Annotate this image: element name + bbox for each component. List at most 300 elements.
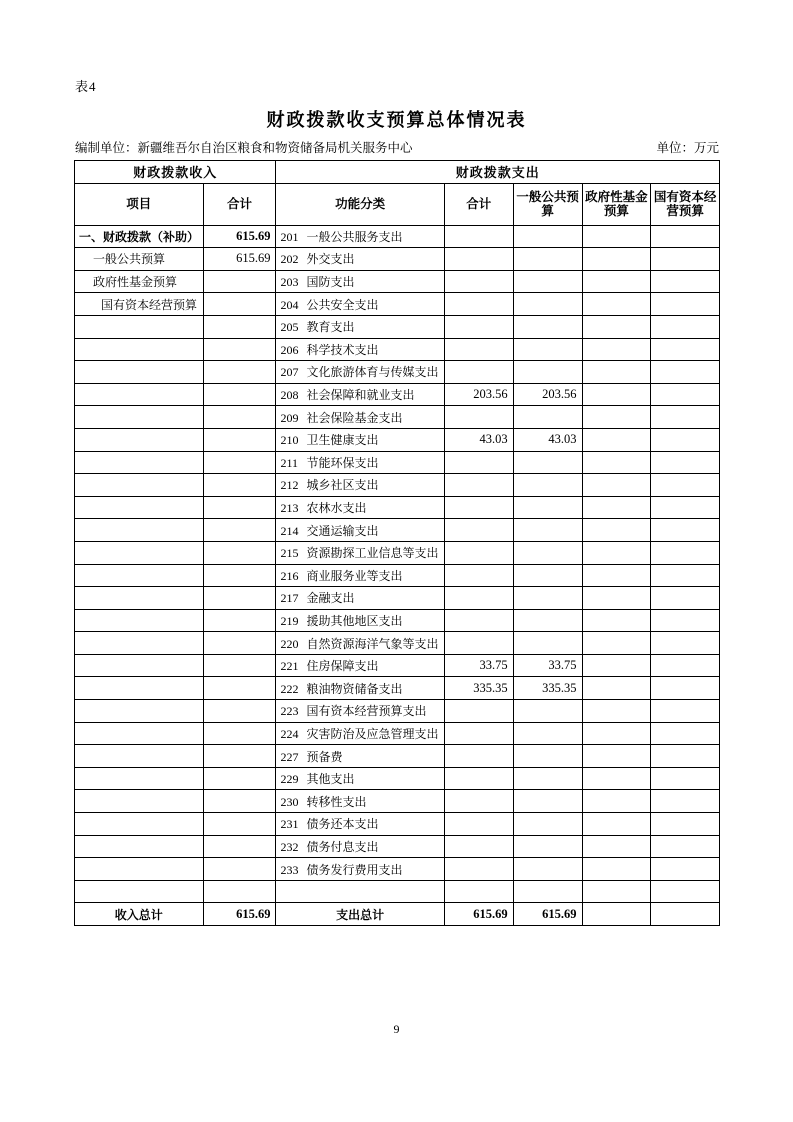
- col-header-soe-capital: 国有资本经营预算: [651, 183, 720, 225]
- function-label: [276, 363, 443, 380]
- function-cell: [276, 880, 444, 903]
- gov-fund-cell: [582, 835, 651, 858]
- soe-capital-cell: [651, 880, 720, 903]
- gov-fund-cell: [582, 632, 651, 655]
- function-label: [276, 454, 443, 471]
- general-public-cell: [513, 564, 582, 587]
- gov-fund-cell: [582, 496, 651, 519]
- general-public-cell: [513, 609, 582, 632]
- function-cell: [276, 361, 444, 384]
- table-row: [75, 361, 720, 384]
- income-item-cell: [75, 722, 204, 745]
- function-label: [276, 522, 443, 539]
- soe-capital-cell: [651, 587, 720, 610]
- function-code: 213: [280, 501, 299, 516]
- soe-capital-cell: [651, 858, 720, 881]
- function-code: 210: [280, 433, 299, 448]
- expense-total-cell: [444, 248, 513, 271]
- income-item-label: [75, 342, 203, 357]
- income-total-cell: [203, 587, 276, 610]
- function-code: 220: [280, 636, 299, 651]
- gov-fund-cell: [582, 790, 651, 813]
- gov-fund-cell: [582, 700, 651, 723]
- function-label: [276, 409, 443, 426]
- soe-capital-cell: [651, 745, 720, 768]
- general-public-cell: [513, 338, 582, 361]
- income-item-cell: [75, 248, 204, 271]
- expense-total-value: 203.56: [473, 387, 508, 402]
- function-code: 212: [280, 478, 299, 493]
- function-label: [276, 431, 443, 448]
- income-total-cell: [203, 632, 276, 655]
- function-label: [276, 748, 443, 765]
- function-label: [276, 567, 443, 584]
- table-row: [75, 677, 720, 700]
- expense-total-label: 支出总计: [336, 907, 385, 922]
- general-public-cell: [513, 496, 582, 519]
- income-item-cell: [75, 519, 204, 542]
- function-name: 文化旅游体育与传媒支出: [306, 365, 439, 380]
- expense-total-cell: [444, 541, 513, 564]
- function-name: 国有资本经营预算支出: [306, 704, 427, 719]
- function-cell: [276, 858, 444, 881]
- function-cell: [276, 654, 444, 677]
- general-public-cell: [513, 767, 582, 790]
- function-code: 214: [280, 523, 299, 538]
- gov-fund-cell: [582, 406, 651, 429]
- function-name: 灾害防治及应急管理支出: [306, 726, 439, 741]
- income-item-cell: [75, 225, 204, 248]
- income-item-label: 一般公共预算: [93, 252, 166, 267]
- general-public-cell: [513, 270, 582, 293]
- general-public-cell: [513, 790, 582, 813]
- table-row: [75, 406, 720, 429]
- soe-capital-cell: [651, 293, 720, 316]
- expense-total-cell: [444, 587, 513, 610]
- function-name: 卫生健康支出: [306, 433, 379, 448]
- soe-capital-cell: [651, 361, 720, 384]
- income-item-cell: [75, 428, 204, 451]
- expense-total-cell: [444, 293, 513, 316]
- expense-total-cell: [444, 609, 513, 632]
- function-code: 222: [280, 681, 299, 696]
- soe-capital-cell: [651, 315, 720, 338]
- income-item-cell: [75, 541, 204, 564]
- expense-total-cell: [444, 474, 513, 497]
- function-label: [276, 544, 443, 561]
- function-cell: [276, 315, 444, 338]
- table-row: [75, 813, 720, 836]
- income-total-cell: [203, 858, 276, 881]
- table-row: [75, 609, 720, 632]
- function-label: [276, 838, 443, 855]
- function-label: [276, 476, 443, 493]
- table-row: [75, 383, 720, 406]
- gov-fund-cell: [582, 428, 651, 451]
- gov-fund-cell: [582, 745, 651, 768]
- gov-fund-cell: [582, 361, 651, 384]
- expense-total-cell: [444, 496, 513, 519]
- function-label: [276, 273, 443, 290]
- income-total-value: [204, 726, 276, 741]
- general-public-cell: [513, 632, 582, 655]
- income-total-value: [204, 613, 276, 628]
- soe-capital-cell: [651, 813, 720, 836]
- function-label: [276, 341, 443, 358]
- function-name: 城乡社区支出: [306, 478, 379, 493]
- income-item-cell: [75, 835, 204, 858]
- function-name: 债务还本支出: [306, 817, 379, 832]
- soe-capital-cell: [651, 338, 720, 361]
- table-row: [75, 745, 720, 768]
- income-total-cell: [203, 293, 276, 316]
- income-total-cell: [203, 880, 276, 903]
- soe-capital-cell: [651, 722, 720, 745]
- income-item-label: [75, 749, 203, 764]
- function-cell: [276, 677, 444, 700]
- table-row: [75, 632, 720, 655]
- income-item-label: [75, 364, 203, 379]
- function-name: 商业服务业等支出: [306, 568, 403, 583]
- function-code: 219: [280, 613, 299, 628]
- income-item-cell: [75, 587, 204, 610]
- income-total-value: [204, 500, 276, 515]
- income-total-value: [204, 749, 276, 764]
- budget-table: [74, 160, 720, 926]
- income-item-cell: [75, 451, 204, 474]
- income-item-label: [75, 477, 203, 492]
- expense-total-cell: [444, 428, 513, 451]
- income-total-label: 收入总计: [114, 907, 163, 922]
- income-item-label: 政府性基金预算: [93, 275, 178, 290]
- soe-capital-cell: [651, 790, 720, 813]
- general-public-total-value: 615.69: [542, 906, 577, 921]
- income-item-cell: [75, 293, 204, 316]
- unit-label: 单位：万元: [656, 141, 719, 155]
- table-row: [75, 225, 720, 248]
- table-body: [75, 161, 720, 926]
- income-item-cell: [75, 406, 204, 429]
- income-total-cell: [203, 315, 276, 338]
- function-cell: [276, 587, 444, 610]
- table-row: [75, 338, 720, 361]
- function-label: [276, 635, 443, 652]
- income-item-label: [75, 862, 203, 877]
- general-public-value: 203.56: [542, 387, 577, 402]
- income-item-cell: [75, 813, 204, 836]
- general-public-cell: [513, 406, 582, 429]
- income-total-value: [204, 816, 276, 831]
- income-total-value: [204, 884, 276, 899]
- function-cell: [276, 813, 444, 836]
- function-name: 债务付息支出: [306, 839, 379, 854]
- gov-fund-cell: [582, 338, 651, 361]
- general-public-cell: [513, 383, 582, 406]
- function-name: 国防支出: [306, 275, 355, 290]
- income-item-cell: [75, 270, 204, 293]
- income-total-cell: [203, 451, 276, 474]
- gov-fund-cell: [582, 225, 651, 248]
- function-cell: [276, 790, 444, 813]
- general-public-cell: [513, 474, 582, 497]
- function-code: 230: [280, 794, 299, 809]
- function-name: 教育支出: [306, 320, 355, 335]
- col-header-general-public: 一般公共预算: [513, 183, 582, 225]
- table-row: [75, 519, 720, 542]
- general-public-cell: [513, 541, 582, 564]
- income-total-value: [204, 342, 276, 357]
- table-label: 表4: [75, 79, 97, 94]
- soe-capital-cell: [651, 564, 720, 587]
- soe-capital-cell: [651, 700, 720, 723]
- table-row: [75, 428, 720, 451]
- table-row: [75, 767, 720, 790]
- prepared-by: [75, 138, 413, 156]
- income-total-cell: [203, 722, 276, 745]
- income-total-cell: [203, 383, 276, 406]
- income-item-label: [75, 319, 203, 334]
- soe-capital-cell: [651, 541, 720, 564]
- function-code: 223: [280, 704, 299, 719]
- function-cell: [276, 406, 444, 429]
- gov-fund-cell: [582, 677, 651, 700]
- income-item-label: [75, 771, 203, 786]
- group-header-expenditure: 财政拨款支出: [276, 161, 720, 184]
- function-label: [276, 657, 443, 674]
- gov-fund-cell: [582, 587, 651, 610]
- expense-total-cell: [444, 406, 513, 429]
- income-grand-total-cell: [203, 903, 276, 926]
- function-cell: [276, 248, 444, 271]
- function-code: 229: [280, 772, 299, 787]
- expense-total-cell: [444, 225, 513, 248]
- income-item-label: [75, 658, 203, 673]
- function-code: 201: [280, 229, 299, 244]
- function-label: [276, 884, 443, 899]
- function-name: 金融支出: [306, 591, 355, 606]
- income-item-label: [75, 590, 203, 605]
- expense-total-cell: [444, 700, 513, 723]
- table-row: [75, 474, 720, 497]
- expense-total-cell: [444, 451, 513, 474]
- income-total-cell: [203, 609, 276, 632]
- function-name: 农林水支出: [306, 501, 367, 516]
- income-total-cell: [203, 474, 276, 497]
- expense-total-cell: [444, 767, 513, 790]
- table-row: [75, 270, 720, 293]
- function-label: [276, 386, 443, 403]
- prepared-by-label: 编制单位：: [75, 141, 138, 155]
- income-item-label: [75, 432, 203, 447]
- income-total-cell: [203, 564, 276, 587]
- income-item-label: [75, 884, 203, 899]
- expense-total-cell: [444, 270, 513, 293]
- soe-capital-cell: [651, 451, 720, 474]
- function-code: 231: [280, 817, 299, 832]
- table-row: [75, 858, 720, 881]
- col-header-expense-total: 合计: [444, 183, 513, 225]
- col-header-income-total: 合计: [203, 183, 276, 225]
- income-total-cell: [203, 677, 276, 700]
- gov-fund-cell: [582, 880, 651, 903]
- general-public-cell: [513, 858, 582, 881]
- function-name: 资源勘探工业信息等支出: [306, 546, 439, 561]
- function-cell: [276, 338, 444, 361]
- general-public-cell: [513, 722, 582, 745]
- income-total-value: 615.69: [236, 251, 271, 266]
- expense-total-value: 33.75: [479, 658, 508, 673]
- soe-capital-cell: [651, 609, 720, 632]
- expense-total-value: 43.03: [479, 432, 508, 447]
- income-total-cell: [203, 767, 276, 790]
- function-label: [276, 770, 443, 787]
- function-name: 预备费: [306, 749, 343, 764]
- table-row: [75, 564, 720, 587]
- general-public-cell: [513, 293, 582, 316]
- income-item-label: [75, 410, 203, 425]
- income-item-label: 国有资本经营预算: [101, 297, 198, 312]
- function-code: 204: [280, 297, 299, 312]
- function-cell: [276, 451, 444, 474]
- general-public-cell: [513, 700, 582, 723]
- income-item-cell: [75, 564, 204, 587]
- general-public-cell: [513, 315, 582, 338]
- income-total-value: [204, 455, 276, 470]
- totals-row: [75, 903, 720, 926]
- general-public-cell: [513, 361, 582, 384]
- function-cell: [276, 383, 444, 406]
- income-item-label: [75, 613, 203, 628]
- income-total-cell: [203, 541, 276, 564]
- col-header-function-class: 功能分类: [276, 183, 444, 225]
- income-item-cell: [75, 677, 204, 700]
- income-total-cell: [203, 654, 276, 677]
- gov-fund-total-cell: [582, 903, 651, 926]
- table-row: [75, 790, 720, 813]
- income-item-cell: [75, 880, 204, 903]
- table-row: [75, 880, 720, 903]
- function-code: 221: [280, 659, 299, 674]
- function-code: 227: [280, 749, 299, 764]
- expense-grand-total-value: 615.69: [473, 906, 508, 921]
- income-item-label: [75, 523, 203, 538]
- table-row: [75, 835, 720, 858]
- function-code: 208: [280, 388, 299, 403]
- soe-capital-cell: [651, 225, 720, 248]
- soe-capital-cell: [651, 632, 720, 655]
- function-cell: [276, 496, 444, 519]
- income-total-value: [204, 568, 276, 583]
- col-header-item: 项目: [75, 183, 204, 225]
- expense-total-label-cell: [276, 903, 444, 926]
- income-total-label-cell: [75, 903, 204, 926]
- general-public-cell: [513, 587, 582, 610]
- function-code: 211: [280, 455, 298, 470]
- income-total-value: [204, 658, 276, 673]
- page-title: 财政拨款收支预算总体情况表: [266, 110, 527, 130]
- expense-total-cell: [444, 519, 513, 542]
- general-public-cell: [513, 745, 582, 768]
- income-total-value: [204, 364, 276, 379]
- income-total-cell: [203, 248, 276, 271]
- table-row: [75, 654, 720, 677]
- income-total-cell: [203, 270, 276, 293]
- income-item-cell: [75, 745, 204, 768]
- expense-total-cell: [444, 564, 513, 587]
- gov-fund-cell: [582, 248, 651, 271]
- table-row: [75, 451, 720, 474]
- income-item-cell: [75, 496, 204, 519]
- soe-capital-cell: [651, 835, 720, 858]
- gov-fund-cell: [582, 858, 651, 881]
- page-number: 9: [393, 1022, 400, 1036]
- function-cell: [276, 474, 444, 497]
- function-name: 外交支出: [306, 252, 355, 267]
- function-label: [276, 499, 443, 516]
- income-item-label: [75, 794, 203, 809]
- general-public-cell: [513, 835, 582, 858]
- function-name: 住房保障支出: [306, 659, 379, 674]
- table-row: [75, 722, 720, 745]
- general-public-value: 335.35: [542, 680, 577, 695]
- income-total-value: [204, 590, 276, 605]
- income-item-label: [75, 839, 203, 854]
- income-item-cell: [75, 700, 204, 723]
- soe-capital-cell: [651, 496, 720, 519]
- function-name: 粮油物资储备支出: [306, 681, 403, 696]
- meta-row: [75, 138, 719, 156]
- function-name: 交通运输支出: [306, 523, 379, 538]
- general-public-cell: [513, 654, 582, 677]
- gov-fund-cell: [582, 564, 651, 587]
- income-total-cell: [203, 745, 276, 768]
- soe-capital-total-cell: [651, 903, 720, 926]
- table-row: [75, 315, 720, 338]
- soe-capital-cell: [651, 270, 720, 293]
- expense-total-cell: [444, 338, 513, 361]
- income-item-cell: [75, 361, 204, 384]
- income-item-cell: [75, 609, 204, 632]
- function-cell: [276, 722, 444, 745]
- soe-capital-cell: [651, 654, 720, 677]
- income-item-cell: [75, 338, 204, 361]
- income-total-value: [204, 794, 276, 809]
- function-code: 232: [280, 839, 299, 854]
- general-public-cell: [513, 428, 582, 451]
- function-label: [276, 702, 443, 719]
- income-item-label: [75, 726, 203, 741]
- function-code: 215: [280, 546, 299, 561]
- income-total-value: [204, 545, 276, 560]
- col-header-gov-fund: 政府性基金预算: [582, 183, 651, 225]
- function-label: [276, 612, 443, 629]
- income-total-value: [204, 636, 276, 651]
- general-public-cell: [513, 451, 582, 474]
- gov-fund-cell: [582, 315, 651, 338]
- soe-capital-cell: [651, 406, 720, 429]
- gov-fund-cell: [582, 451, 651, 474]
- income-item-label: [75, 636, 203, 651]
- group-header-income: 财政拨款收入: [75, 161, 276, 184]
- income-total-cell: [203, 428, 276, 451]
- soe-capital-cell: [651, 677, 720, 700]
- function-cell: [276, 609, 444, 632]
- function-code: 217: [280, 591, 299, 606]
- income-item-cell: [75, 767, 204, 790]
- income-total-cell: [203, 813, 276, 836]
- function-cell: [276, 225, 444, 248]
- function-label: [276, 589, 443, 606]
